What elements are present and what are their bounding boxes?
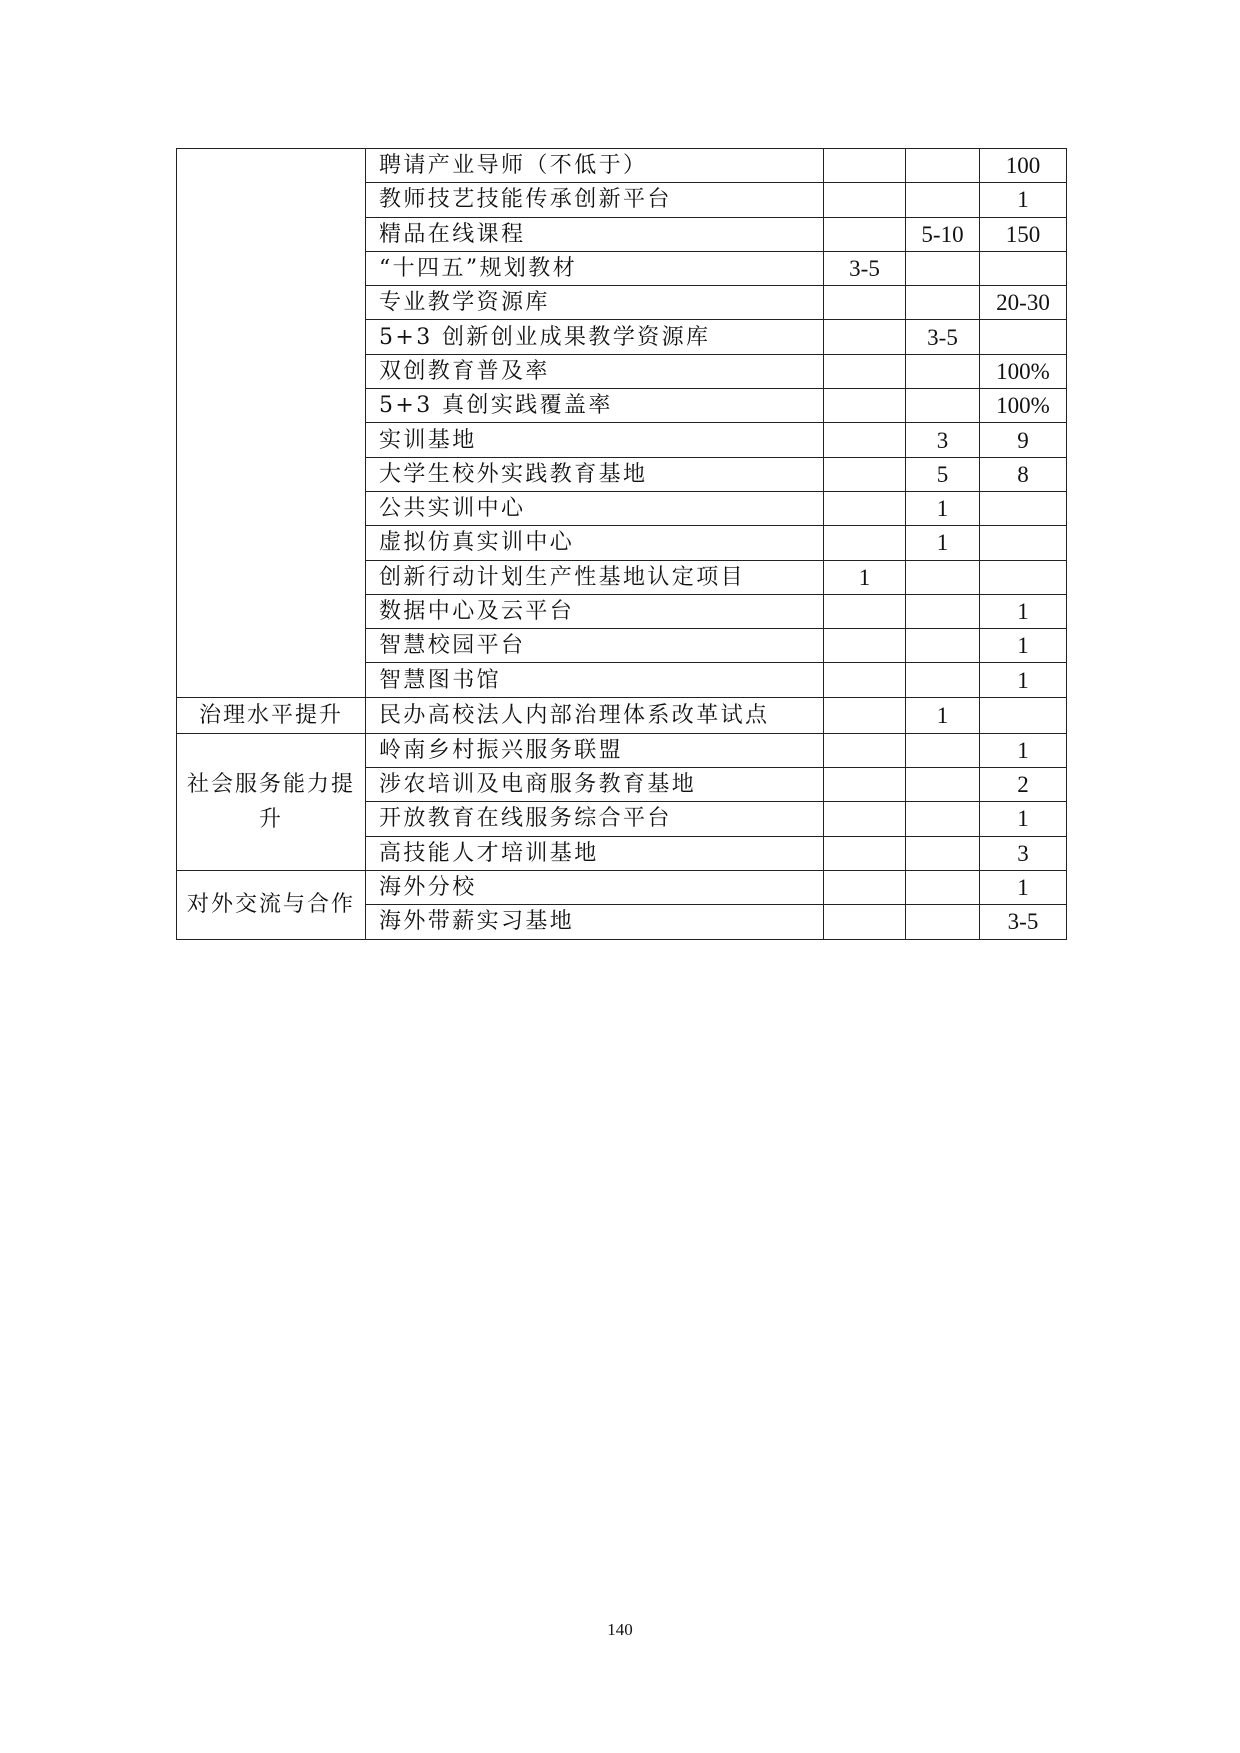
value-cell-col-b — [906, 560, 980, 594]
item-cell: 岭南乡村振兴服务联盟 — [366, 733, 824, 767]
page-number: 140 — [607, 1620, 633, 1639]
category-cell-social-service: 社会服务能力提升 — [177, 733, 366, 870]
table-row — [177, 870, 1067, 904]
value-cell-col-a — [824, 905, 906, 939]
value-cell-col-c: 2 — [980, 768, 1067, 802]
item-cell: 智慧校园平台 — [366, 629, 824, 663]
value-cell-col-c: 1 — [980, 802, 1067, 836]
item-cell: 聘请产业导师（不低于） — [366, 149, 824, 183]
value-cell-col-a — [824, 733, 906, 767]
value-cell-col-b: 1 — [906, 491, 980, 525]
value-cell-col-c: 100% — [980, 389, 1067, 423]
item-cell: 高技能人才培训基地 — [366, 836, 824, 870]
value-cell-col-a — [824, 457, 906, 491]
value-cell-col-b — [906, 594, 980, 628]
value-cell-col-c: 150 — [980, 217, 1067, 251]
value-cell-col-c: 1 — [980, 663, 1067, 697]
value-cell-col-a — [824, 389, 906, 423]
value-cell-col-b — [906, 802, 980, 836]
item-cell: 专业教学资源库 — [366, 286, 824, 320]
value-cell-col-b — [906, 870, 980, 904]
value-cell-col-a — [824, 802, 906, 836]
value-cell-col-c: 100% — [980, 354, 1067, 388]
item-cell: 创新行动计划生产性基地认定项目 — [366, 560, 824, 594]
value-cell-col-b — [906, 286, 980, 320]
value-cell-col-b — [906, 905, 980, 939]
value-cell-col-a — [824, 183, 906, 217]
value-cell-col-a — [824, 594, 906, 628]
item-cell: 5+3 真创实践覆盖率 — [366, 389, 824, 423]
item-cell: 双创教育普及率 — [366, 354, 824, 388]
value-cell-col-c: 1 — [980, 594, 1067, 628]
value-cell-col-c — [980, 491, 1067, 525]
item-cell: 公共实训中心 — [366, 491, 824, 525]
value-cell-col-c: 1 — [980, 629, 1067, 663]
item-cell: “十四五”规划教材 — [366, 251, 824, 285]
value-cell-col-b — [906, 389, 980, 423]
category-cell-international: 对外交流与合作 — [177, 870, 366, 939]
value-cell-col-b — [906, 768, 980, 802]
value-cell-col-c: 1 — [980, 183, 1067, 217]
value-cell-col-a: 1 — [824, 560, 906, 594]
value-cell-col-b: 3 — [906, 423, 980, 457]
table-row — [177, 149, 1067, 183]
item-cell: 教师技艺技能传承创新平台 — [366, 183, 824, 217]
value-cell-col-b — [906, 183, 980, 217]
value-cell-col-c: 3 — [980, 836, 1067, 870]
value-cell-col-b: 3-5 — [906, 320, 980, 354]
value-cell-col-a — [824, 697, 906, 733]
item-cell: 海外分校 — [366, 870, 824, 904]
value-cell-col-b — [906, 629, 980, 663]
value-cell-col-b — [906, 663, 980, 697]
value-cell-col-a — [824, 663, 906, 697]
indicator-table — [176, 148, 1067, 940]
value-cell-col-b: 1 — [906, 697, 980, 733]
value-cell-col-a — [824, 149, 906, 183]
value-cell-col-c — [980, 560, 1067, 594]
value-cell-col-a — [824, 423, 906, 457]
value-cell-col-c: 100 — [980, 149, 1067, 183]
table-row — [177, 697, 1067, 733]
value-cell-col-b: 5-10 — [906, 217, 980, 251]
item-cell: 精品在线课程 — [366, 217, 824, 251]
value-cell-col-c — [980, 526, 1067, 560]
value-cell-col-b — [906, 836, 980, 870]
value-cell-col-a — [824, 286, 906, 320]
value-cell-col-b — [906, 149, 980, 183]
item-cell: 虚拟仿真实训中心 — [366, 526, 824, 560]
value-cell-col-a — [824, 836, 906, 870]
item-cell: 实训基地 — [366, 423, 824, 457]
value-cell-col-c — [980, 697, 1067, 733]
value-cell-col-a — [824, 870, 906, 904]
value-cell-col-c: 3-5 — [980, 905, 1067, 939]
value-cell-col-b — [906, 354, 980, 388]
indicator-table-body — [177, 149, 1067, 940]
item-cell: 5+3 创新创业成果教学资源库 — [366, 320, 824, 354]
value-cell-col-a — [824, 526, 906, 560]
value-cell-col-c: 9 — [980, 423, 1067, 457]
value-cell-col-b — [906, 251, 980, 285]
value-cell-col-b: 5 — [906, 457, 980, 491]
value-cell-col-b: 1 — [906, 526, 980, 560]
value-cell-col-c — [980, 320, 1067, 354]
value-cell-col-c: 8 — [980, 457, 1067, 491]
value-cell-col-a: 3-5 — [824, 251, 906, 285]
item-cell: 智慧图书馆 — [366, 663, 824, 697]
value-cell-col-a — [824, 629, 906, 663]
category-cell-governance: 治理水平提升 — [177, 697, 366, 733]
value-cell-col-b — [906, 733, 980, 767]
category-cell-continued — [177, 149, 366, 698]
value-cell-col-a — [824, 768, 906, 802]
value-cell-col-c: 1 — [980, 870, 1067, 904]
value-cell-col-a — [824, 320, 906, 354]
value-cell-col-c: 20-30 — [980, 286, 1067, 320]
item-cell: 开放教育在线服务综合平台 — [366, 802, 824, 836]
value-cell-col-a — [824, 354, 906, 388]
value-cell-col-a — [824, 491, 906, 525]
item-cell: 大学生校外实践教育基地 — [366, 457, 824, 491]
value-cell-col-c: 1 — [980, 733, 1067, 767]
value-cell-col-a — [824, 217, 906, 251]
item-cell: 数据中心及云平台 — [366, 594, 824, 628]
item-cell: 涉农培训及电商服务教育基地 — [366, 768, 824, 802]
table-row — [177, 733, 1067, 767]
item-cell: 民办高校法人内部治理体系改革试点 — [366, 697, 824, 733]
item-cell: 海外带薪实习基地 — [366, 905, 824, 939]
value-cell-col-c — [980, 251, 1067, 285]
